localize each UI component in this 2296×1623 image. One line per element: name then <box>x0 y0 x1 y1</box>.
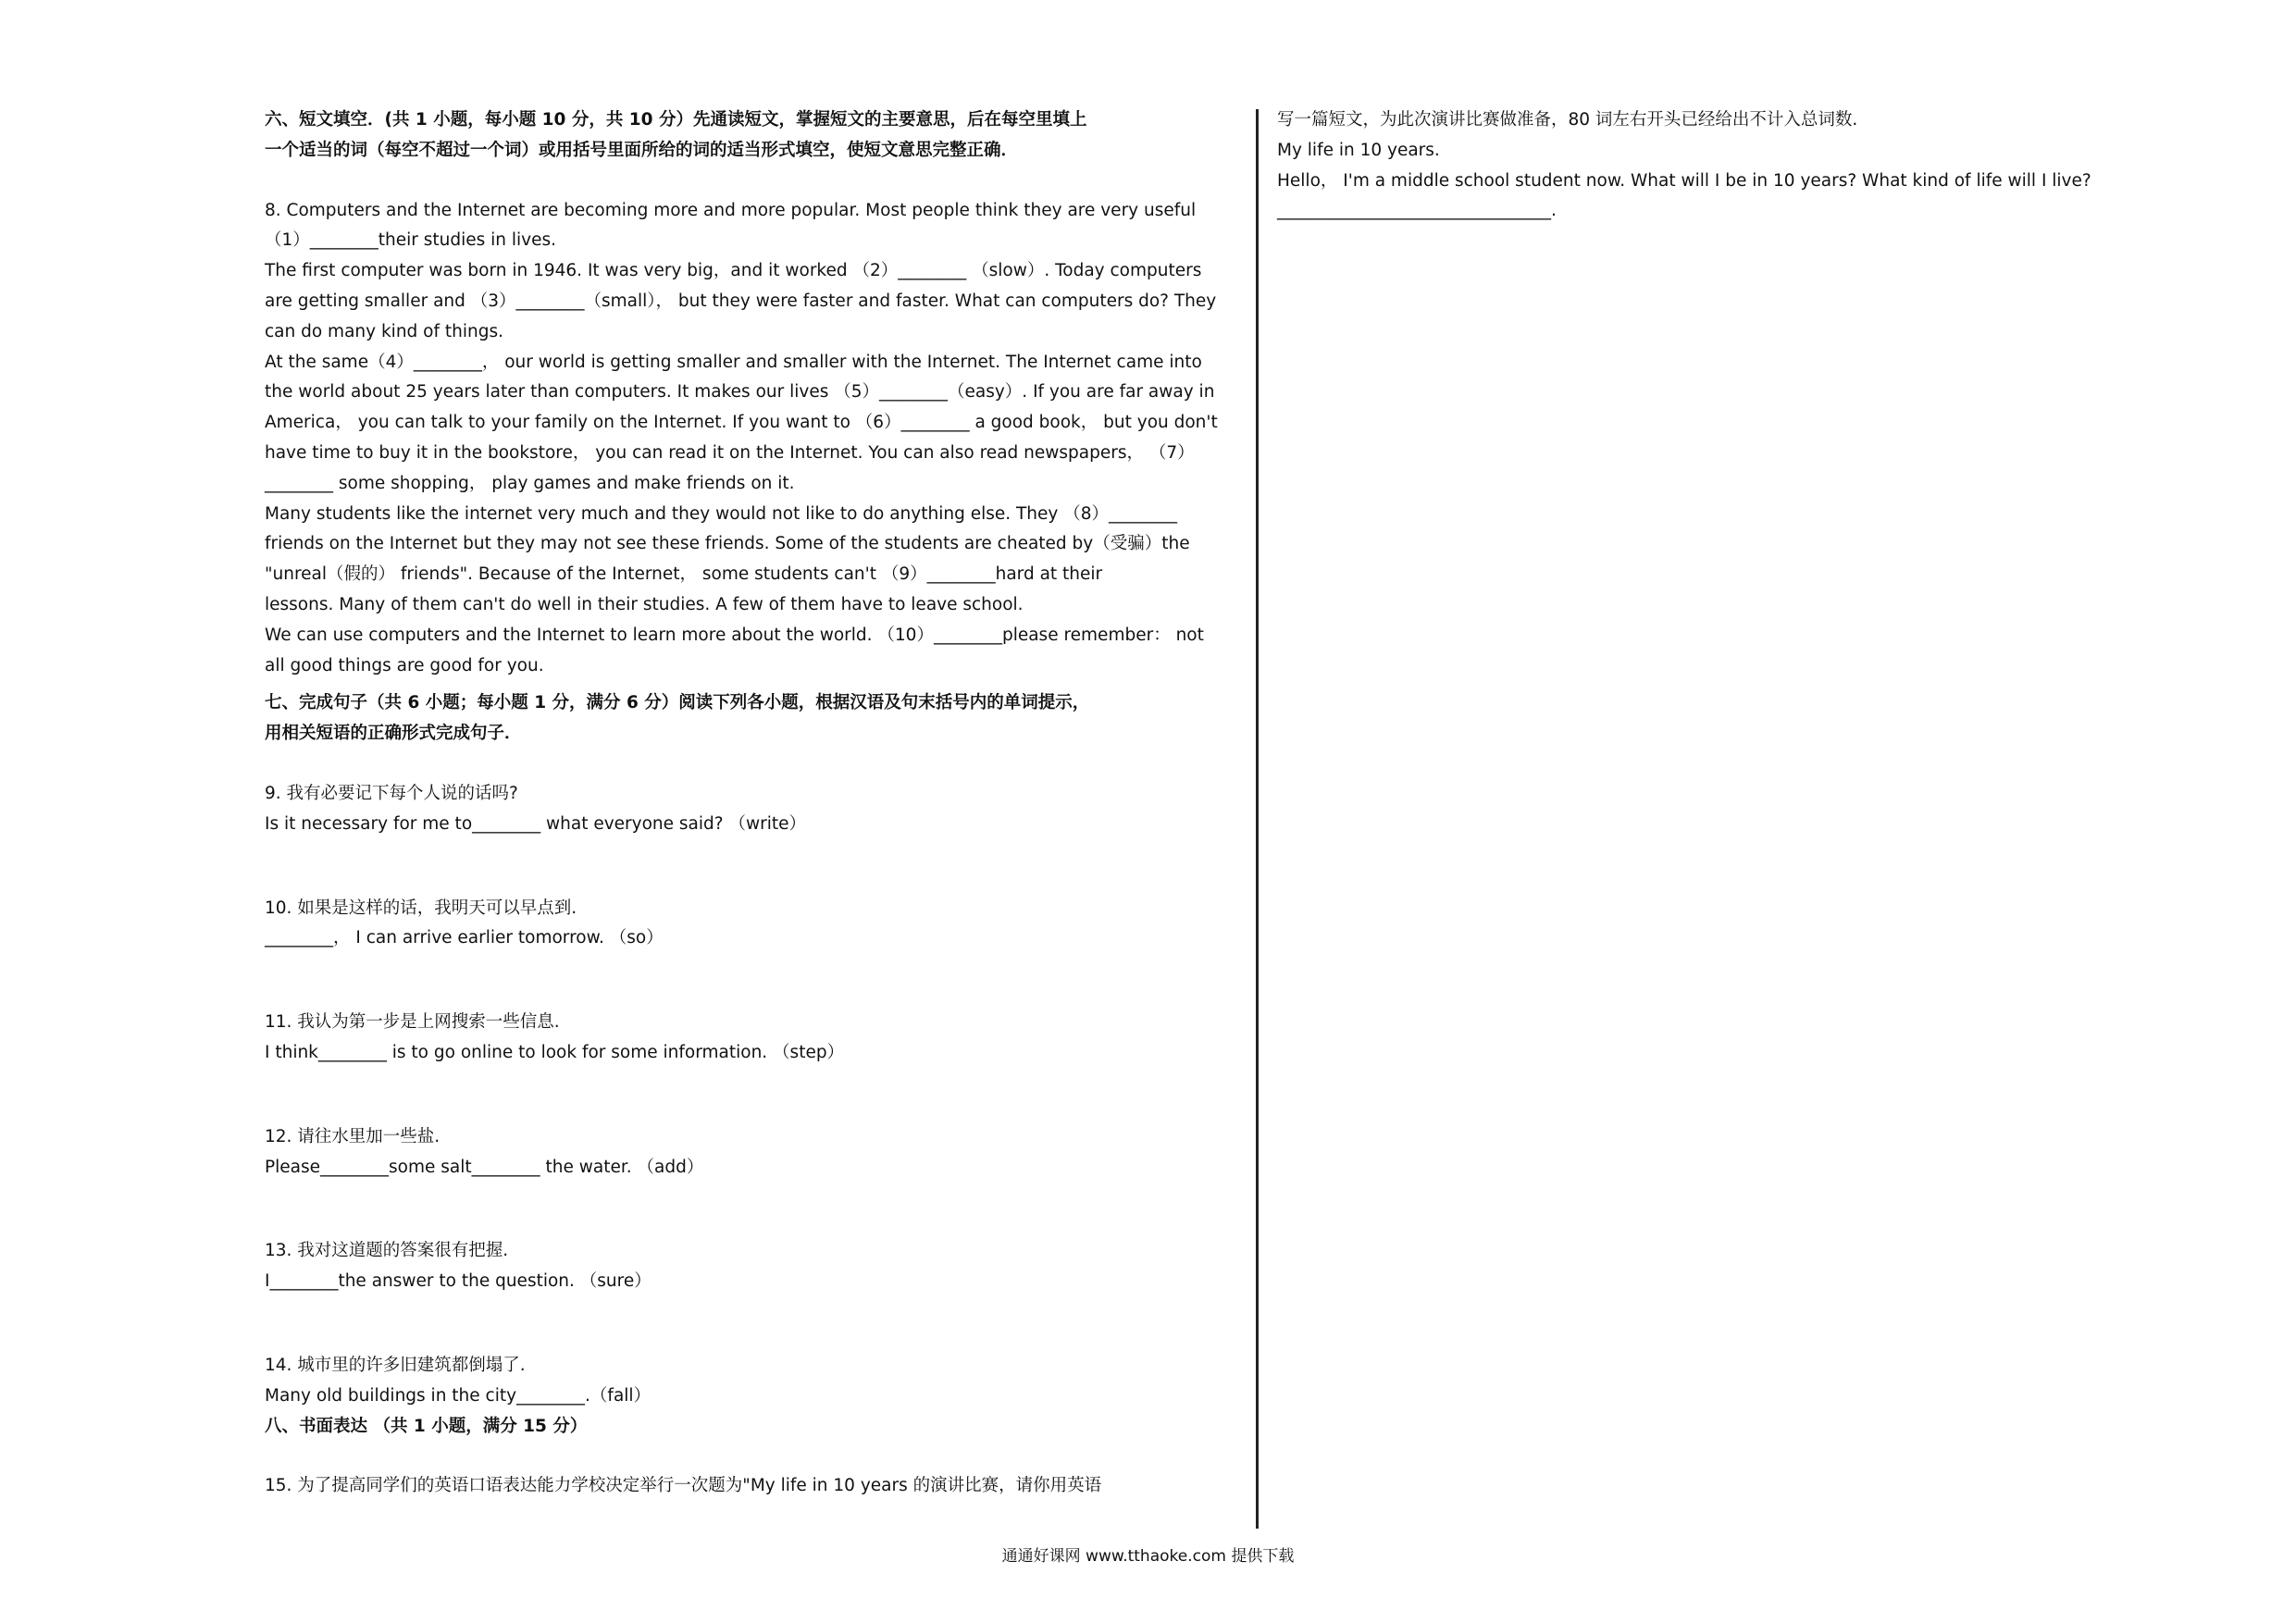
text-line: Is it necessary for me to________ what everyone said? （write） <box>265 813 806 834</box>
text-line: can do many kind of things. <box>265 321 503 341</box>
text-line: are getting smaller and （3）________（small）， but they were faster and faster. What can computers do? They <box>265 291 1217 311</box>
text-line: Many students like the internet very much and they would not like to do anything else. They （8）________ <box>265 503 1178 524</box>
text-line: ________， I can arrive earlier tomorrow. （so） <box>265 928 664 948</box>
spacer <box>265 750 1227 779</box>
text-line: My life in 10 years. <box>1277 140 1440 160</box>
text-line: ________________________________. <box>1277 201 1557 221</box>
text-line: lessons. Many of them can't do well in their studies. A few of them have to leave school. <box>265 594 1024 614</box>
text-line: 8. Computers and the Internet are becoming more and more popular. Most people think they are very useful <box>265 200 1197 220</box>
spacer <box>265 681 1227 688</box>
text-line: the world about 25 years later than computers. It makes our lives （5）________（easy）. If you are far away in <box>265 382 1215 403</box>
text-line: America， you can talk to your family on the Internet. If you want to （6）________ a good book， but you don't <box>265 413 1218 433</box>
text-line: The first computer was born in 1946. It was very big，and it worked （2）________ （slow）. Today computers <box>265 261 1202 281</box>
text-line: 13. 我对这道题的答案很有把握. <box>265 1241 509 1261</box>
text-line: Hello， I'm a middle school student now. What will I be in 10 years? What kind of life will I live? <box>1277 170 2091 191</box>
spacer <box>265 954 1227 1008</box>
section-heading: 七、完成句子（共 6 小题；每小题 1 分，满分 6 分）阅读下列各小题，根据汉语及句末括号内的单词提示， <box>265 693 1090 713</box>
spacer <box>265 1183 1227 1236</box>
spacer <box>265 167 1227 196</box>
text-line: "unreal（假的） friends". Because of the Internet， some students can't （9）________hard at their <box>265 564 1103 585</box>
section-heading: 六、短文填空．(共 1 小题，每小题 10 分，共 10 分）先通读短文，掌握短文的主要意思，后在每空里填上 <box>265 110 1087 130</box>
text-line: all good things are good for you. <box>265 655 544 675</box>
text-line: At the same（4）________， our world is getting smaller and smaller with the Internet. The Internet came into <box>265 352 1202 372</box>
text-line: （1）________their studies in lives. <box>265 230 557 251</box>
text-line: 写一篇短文，为此次演讲比赛做准备，80 词左右开头已经给出不计入总词数. <box>1277 110 1858 130</box>
text-line: Please________some salt________ the water. （add） <box>265 1157 704 1177</box>
text-line: 12. 请往水里加一些盐. <box>265 1126 441 1146</box>
spacer <box>265 1442 1227 1471</box>
text-line: have time to buy it in the bookstore， you can read it on the Internet. You can also read newspapers， （7） <box>265 442 1195 463</box>
text-line: I________the answer to the question. （sure） <box>265 1271 652 1292</box>
page-footer: 通通好课网 www.tthaoke.com 提供下载 <box>1001 1547 1295 1566</box>
text-line: 9. 我有必要记下每个人说的话吗? <box>265 783 518 803</box>
text-line: friends on the Internet but they may not see these friends. Some of the students are cheated by（受骗）the <box>265 534 1190 554</box>
spacer <box>265 840 1227 894</box>
text-line: We can use computers and the Internet to learn more about the world. （10）________please remember： not <box>265 625 1204 645</box>
text-line: 15. 为了提高同学们的英语口语表达能力学校决定举行一次题为"My life in 10 years 的演讲比赛，请你用英语 <box>265 1476 1102 1496</box>
text-line: I think________ is to go online to look for some information. （step） <box>265 1042 845 1062</box>
section-heading: 用相关短语的正确形式完成句子． <box>265 724 522 744</box>
text-line: Many old buildings in the city________.（fall） <box>265 1385 652 1406</box>
text-line: 10. 如果是这样的话，我明天可以早点到. <box>265 898 577 918</box>
section-heading: 八、书面表达 （共 1 小题，满分 15 分） <box>265 1416 588 1436</box>
column-divider <box>1256 109 1259 1529</box>
spacer <box>265 1297 1227 1351</box>
text-line: 14. 城市里的许多旧建筑都倒塌了. <box>265 1355 526 1375</box>
right-column <box>1277 105 2212 227</box>
left-column <box>265 105 1227 1502</box>
spacer <box>265 1069 1227 1122</box>
section-heading: 一个适当的词（每空不超过一个词）或用括号里面所给的词的适当形式填空，使短文意思完整正确． <box>265 140 1019 160</box>
text-line: 11. 我认为第一步是上网搜索一些信息. <box>265 1012 560 1033</box>
text-line: ________ some shopping， play games and make friends on it. <box>265 473 795 493</box>
